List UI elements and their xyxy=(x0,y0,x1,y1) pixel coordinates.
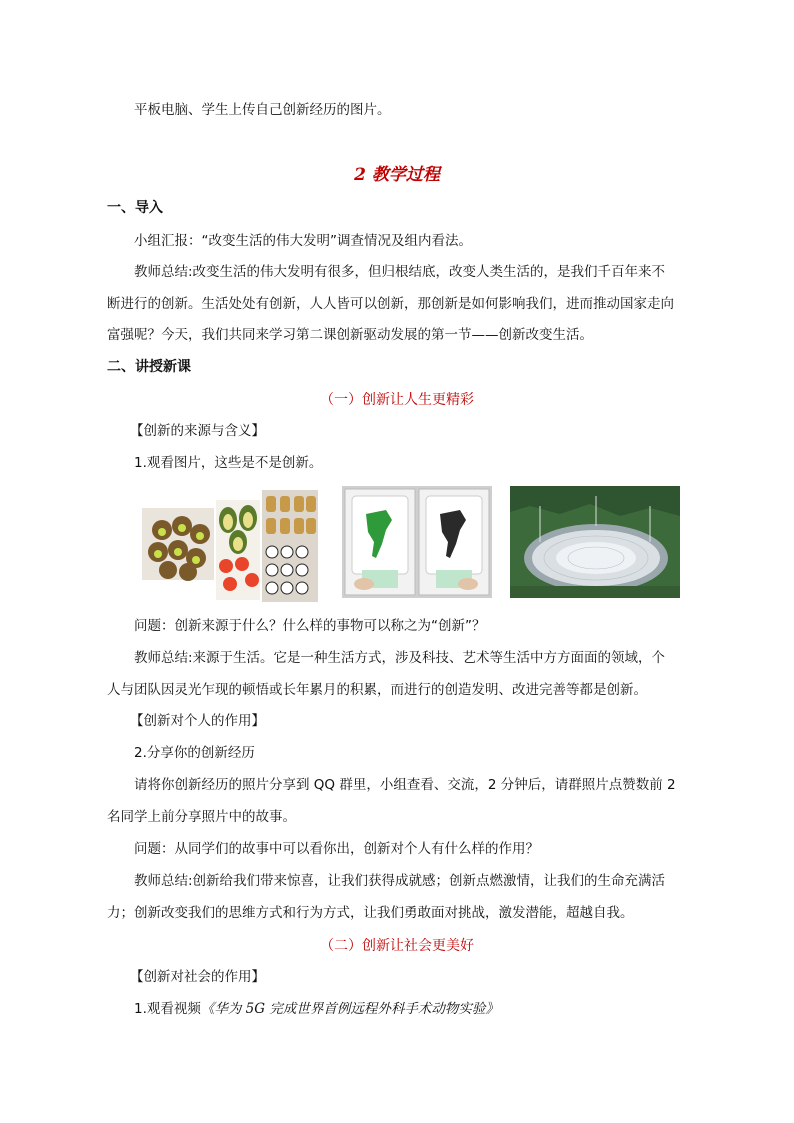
video-title: 《华为 5G 完成世界首例远程外科手术动物实验》 xyxy=(200,1001,499,1017)
bracket-society: 【创新对社会的作用】 xyxy=(130,969,265,985)
paper-dispenser-image xyxy=(342,486,492,598)
teacher-summary-3a: 教师总结:创新给我们带来惊喜，让我们获得成就感；创新点燃激情，让我们的生命充满活 xyxy=(134,873,666,889)
teacher-summary-3b: 力；创新改变我们的思维方式和行为方式，让我们勇敢面对挑战，激发潜能，超越自我。 xyxy=(107,905,634,921)
radio-telescope-image xyxy=(510,486,680,598)
heading-intro: 一、导入 xyxy=(107,200,163,216)
share-instruction-b: 名同学上前分享照片中的故事。 xyxy=(107,809,296,825)
paragraph-top: 平板电脑、学生上传自己创新经历的图片。 xyxy=(134,102,391,118)
share-instruction-a: 请将你创新经历的照片分享到 QQ 群里，小组查看、交流，2 分钟后，请群照片点赞数前 2 xyxy=(134,777,676,793)
teacher-summary-1b: 断进行的创新。生活处处有创新，人人皆可以创新，那创新是如何影响我们，进而推动国家走向 xyxy=(107,296,674,312)
step-2: 2.分享你的创新经历 xyxy=(134,745,255,761)
teacher-summary-1c: 富强呢？今天，我们共同来学习第二课创新驱动发展的第一节——创新改变生活。 xyxy=(107,327,593,343)
creative-food-image xyxy=(142,490,318,602)
subheading-2: （二）创新让社会更美好 xyxy=(320,938,474,954)
heading-new-lesson: 二、讲授新课 xyxy=(107,359,191,375)
step-1: 1.观看图片，这些是不是创新。 xyxy=(134,455,323,471)
question-1: 问题：创新来源于什么？什么样的事物可以称之为“创新”？ xyxy=(134,618,486,634)
step-3 xyxy=(134,999,499,1019)
teacher-summary-1a: 教师总结:改变生活的伟大发明有很多，但归根结底，改变人类生活的，是我们千百年来不 xyxy=(134,264,666,280)
step-3-prefix: 1.观看视频 xyxy=(134,1001,201,1017)
section-title: 2 教学过程 xyxy=(354,165,440,185)
group-report: 小组汇报：“改变生活的伟大发明”调查情况及组内看法。 xyxy=(134,233,472,249)
teacher-summary-2b: 人与团队因灵光乍现的顿悟或长年累月的积累，而进行的创造发明、改进完善等都是创新。 xyxy=(107,682,647,698)
question-2: 问题：从同学们的故事中可以看你出，创新对个人有什么样的作用？ xyxy=(134,841,539,857)
bracket-personal: 【创新对个人的作用】 xyxy=(130,713,265,729)
teacher-summary-2a: 教师总结:来源于生活。它是一种生活方式，涉及科技、艺术等生活中方方面面的领域，个 xyxy=(134,650,666,666)
subheading-1: （一）创新让人生更精彩 xyxy=(320,392,474,408)
bracket-source: 【创新的来源与含义】 xyxy=(130,423,265,439)
